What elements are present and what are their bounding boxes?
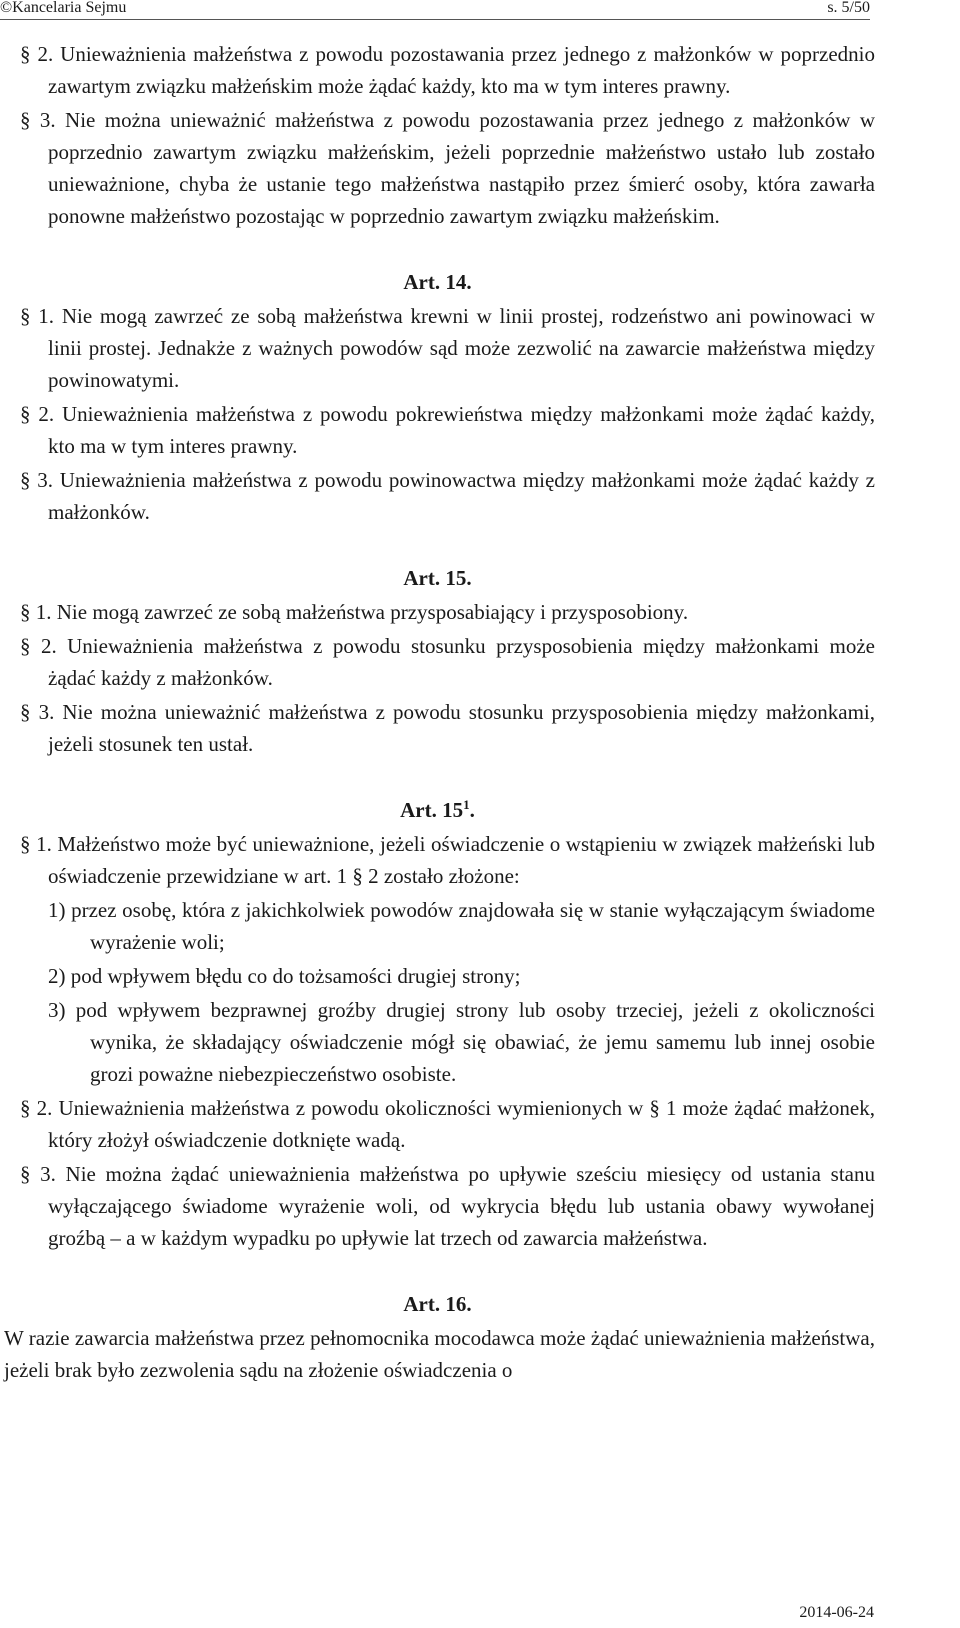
header-divider [0,19,870,20]
list-item-1: 1) przez osobę, która z jakichkolwiek powodów znajdowała się w stanie wyłączającym świadome wyrażenie woli; [48,898,875,954]
page-number: s. 5/50 [827,0,870,16]
article-15-1-dot: . [469,798,475,822]
article-15-1-heading [0,794,875,826]
article-16-heading: Art. 16. [403,1292,472,1316]
paragraph-art14-sec2: § 2. Unieważnienia małżeństwa z powodu pokrewieństwa między małżonkami może żądać każdy, kto ma w tym interes prawny. [20,402,875,458]
article-15-heading: Art. 15. [403,566,472,590]
paragraph-art15-1-sec1: § 1. Małżeństwo może być unieważnione, jeżeli oświadczenie o wstąpieniu w związek małżeński lub oświadczenie przewidziane w art. 1 § 2 zostało złożone: [20,832,875,888]
paragraph-art15-sec2: § 2. Unieważnienia małżeństwa z powodu stosunku przysposobienia między małżonkami może żądać każdy z małżonków. [20,634,875,690]
paragraph-art16: W razie zawarcia małżeństwa przez pełnomocnika mocodawca może żądać unieważnienia małżeństwa, jeżeli brak było zezwolenia sądu na złożenie oświadczenia o [4,1326,875,1382]
list-item-3: 3) pod wpływem bezprawnej groźby drugiej strony lub osoby trzeciej, jeżeli z okoliczności wynika, że składający oświadczenie mógł się obawiać, że jemu samemu lub innej osobie grozi poważne niebezpieczeństwo osobiste. [48,998,875,1086]
paragraph-art13-sec2: § 2. Unieważnienia małżeństwa z powodu pozostawania przez jednego z małżonków w poprzednio zawartym związku małżeńskim może żądać każdy, kto ma w tym interes prawny. [20,42,875,98]
publisher-label: ©Kancelaria Sejmu [0,0,127,16]
paragraph-art14-sec1: § 1. Nie mogą zawrzeć ze sobą małżeństwa krewni w linii prostej, rodzeństwo ani powinowaci w linii prostej. Jednakże z ważnych powodów sąd może zezwolić na zawarcie małżeństwa między powinowatymi. [20,304,875,392]
article-15-1-superscript: 1 [463,797,470,812]
paragraph-art15-1-sec3: § 3. Nie można żądać unieważnienia małżeństwa po upływie sześciu miesięcy od ustania stanu wyłączającego świadome wyrażenie woli, od wykrycia błędu lub ustania obawy wywołanej groźbą – a w każdym wypadku po upływie lat trzech od zawarcia małżeństwa. [20,1162,875,1250]
article-14-heading: Art. 14. [403,270,472,294]
paragraph-art13-sec3: § 3. Nie można unieważnić małżeństwa z powodu pozostawania przez jednego z małżonków w poprzednio zawartym związku małżeńskim, jeżeli poprzednie małżeństwo ustało lub zostało unieważnione, chyba że ustanie tego małżeństwa nastąpiło przez śmierć osoby, która zawarła ponowne małżeństwo pozostając w poprzednio zawartym związku małżeńskim. [20,108,875,228]
paragraph-art15-sec3: § 3. Nie można unieważnić małżeństwa z powodu stosunku przysposobienia między małżonkami, jeżeli stosunek ten ustał. [20,700,875,756]
footer-date: 2014-06-24 [799,1604,874,1621]
paragraph-art15-1-sec2: § 2. Unieważnienia małżeństwa z powodu okoliczności wymienionych w § 1 może żądać małżonek, który złożył oświadczenie dotknięte wadą. [20,1096,875,1152]
document-body [0,38,875,1386]
paragraph-art15-sec1: § 1. Nie mogą zawrzeć ze sobą małżeństwa przysposabiający i przysposobiony. [20,600,689,624]
article-15-1-label: Art. 15 [400,798,464,822]
list-item-2: 2) pod wpływem błędu co do tożsamości drugiej strony; [48,964,521,988]
paragraph-art14-sec3: § 3. Unieważnienia małżeństwa z powodu powinowactwa między małżonkami może żądać każdy z małżonków. [20,468,875,524]
page-header [0,0,870,22]
